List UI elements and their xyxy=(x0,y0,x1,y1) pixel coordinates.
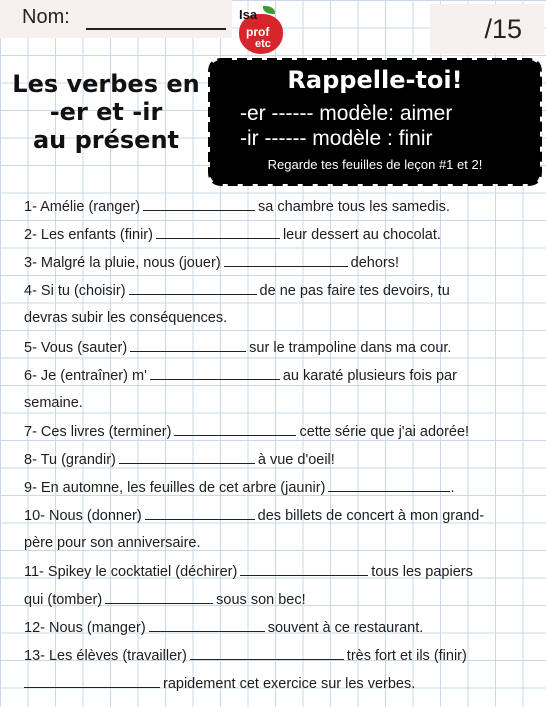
answer-blank[interactable] xyxy=(130,339,246,352)
answer-blank[interactable] xyxy=(174,423,296,436)
question-text: qui (tomber) xyxy=(24,592,103,608)
question-9 xyxy=(24,479,454,496)
question-text: 13- Les élèves (travailler) xyxy=(24,648,187,664)
question-6-continued: semaine. xyxy=(24,395,83,411)
question-text: 2- Les enfants (finir) xyxy=(24,227,153,243)
question-1 xyxy=(24,198,450,215)
name-label: Nom: xyxy=(22,6,70,28)
question-4 xyxy=(24,282,450,299)
name-blank-line[interactable] xyxy=(86,28,226,30)
question-text: de ne pas faire tes devoirs, tu xyxy=(259,283,450,299)
question-text: sa chambre tous les samedis. xyxy=(258,199,450,215)
score-label: /15 xyxy=(484,14,522,44)
question-10-continued: père pour son anniversaire. xyxy=(24,535,201,551)
question-text: rapidement cet exercice sur les verbes. xyxy=(163,676,416,692)
reminder-badge xyxy=(208,58,542,186)
answer-blank[interactable] xyxy=(190,647,344,660)
question-text: . xyxy=(450,480,455,496)
reminder-line-ir: -ir ------ modèle : finir xyxy=(240,127,433,150)
question-text: très fort et ils (finir) xyxy=(346,648,467,664)
question-text: dehors! xyxy=(350,255,400,271)
leaf-icon xyxy=(263,6,275,14)
question-text: cette série que j'ai adorée! xyxy=(299,424,470,440)
question-text: tous les papiers xyxy=(371,564,473,580)
question-text: 5- Vous (sauter) xyxy=(24,340,128,356)
logo-text-etc: etc xyxy=(255,38,271,50)
question-text: à vue d'oeil! xyxy=(257,452,335,468)
question-11 xyxy=(24,563,473,580)
reminder-note: Regarde tes feuilles de leçon #1 et 2! xyxy=(267,157,483,172)
reminder-heading: Rappelle-toi! xyxy=(287,66,463,94)
reminder-line-er: -er ------ modèle: aimer xyxy=(240,102,453,125)
answer-blank[interactable] xyxy=(328,479,450,492)
title-line-1: Les verbes en xyxy=(12,70,200,98)
logo-text-isa: Isa xyxy=(239,7,258,22)
question-text: 10- Nous (donner) xyxy=(24,508,142,524)
answer-blank[interactable] xyxy=(224,254,348,267)
question-text: 12- Nous (manger) xyxy=(24,620,146,636)
question-8 xyxy=(24,451,335,468)
answer-blank[interactable] xyxy=(24,675,160,688)
question-2 xyxy=(24,226,441,243)
answer-blank[interactable] xyxy=(149,619,265,632)
score-box xyxy=(430,4,544,54)
answer-blank[interactable] xyxy=(145,507,255,520)
question-text: 1- Amélie (ranger) xyxy=(24,199,141,215)
answer-blank[interactable] xyxy=(105,591,213,604)
apple-icon xyxy=(233,4,289,56)
answer-blank[interactable] xyxy=(240,563,368,576)
question-6 xyxy=(24,367,457,384)
question-13 xyxy=(24,647,467,664)
question-text: souvent à ce restaurant. xyxy=(267,620,424,636)
logo-text-prof: prof xyxy=(246,25,270,39)
answer-blank[interactable] xyxy=(129,282,257,295)
question-text: 3- Malgré la pluie, nous (jouer) xyxy=(24,255,221,271)
question-text: sur le trampoline dans ma cour. xyxy=(249,340,452,356)
worksheet-title xyxy=(8,70,204,154)
question-text: au karaté plusieurs fois par xyxy=(282,368,457,384)
title-line-2: -er et -ir xyxy=(49,98,163,126)
question-12 xyxy=(24,619,423,636)
question-text: 6- Je (entraîner) m' xyxy=(24,368,147,384)
answer-blank[interactable] xyxy=(156,226,280,239)
question-3 xyxy=(24,254,399,271)
question-text: des billets de concert à mon grand- xyxy=(257,508,485,524)
question-text: sous son bec! xyxy=(216,592,306,608)
answer-blank[interactable] xyxy=(119,451,255,464)
question-text: 8- Tu (grandir) xyxy=(24,452,116,468)
question-13-continued xyxy=(24,675,415,692)
question-7 xyxy=(24,423,469,440)
answer-blank[interactable] xyxy=(143,198,255,211)
question-text: 7- Ces livres (terminer) xyxy=(24,424,172,440)
question-text: 11- Spikey le cocktatiel (déchirer) xyxy=(24,564,238,580)
question-text: 4- Si tu (choisir) xyxy=(24,283,126,299)
question-10 xyxy=(24,507,484,524)
question-text: leur dessert au chocolat. xyxy=(282,227,441,243)
question-4-continued: devras subir les conséquences. xyxy=(24,310,228,326)
answer-blank[interactable] xyxy=(150,367,280,380)
question-5 xyxy=(24,339,451,356)
question-11-continued xyxy=(24,591,306,608)
title-line-3: au présent xyxy=(32,126,180,154)
question-text: 9- En automne, les feuilles de cet arbre (jaunir) xyxy=(24,480,326,496)
